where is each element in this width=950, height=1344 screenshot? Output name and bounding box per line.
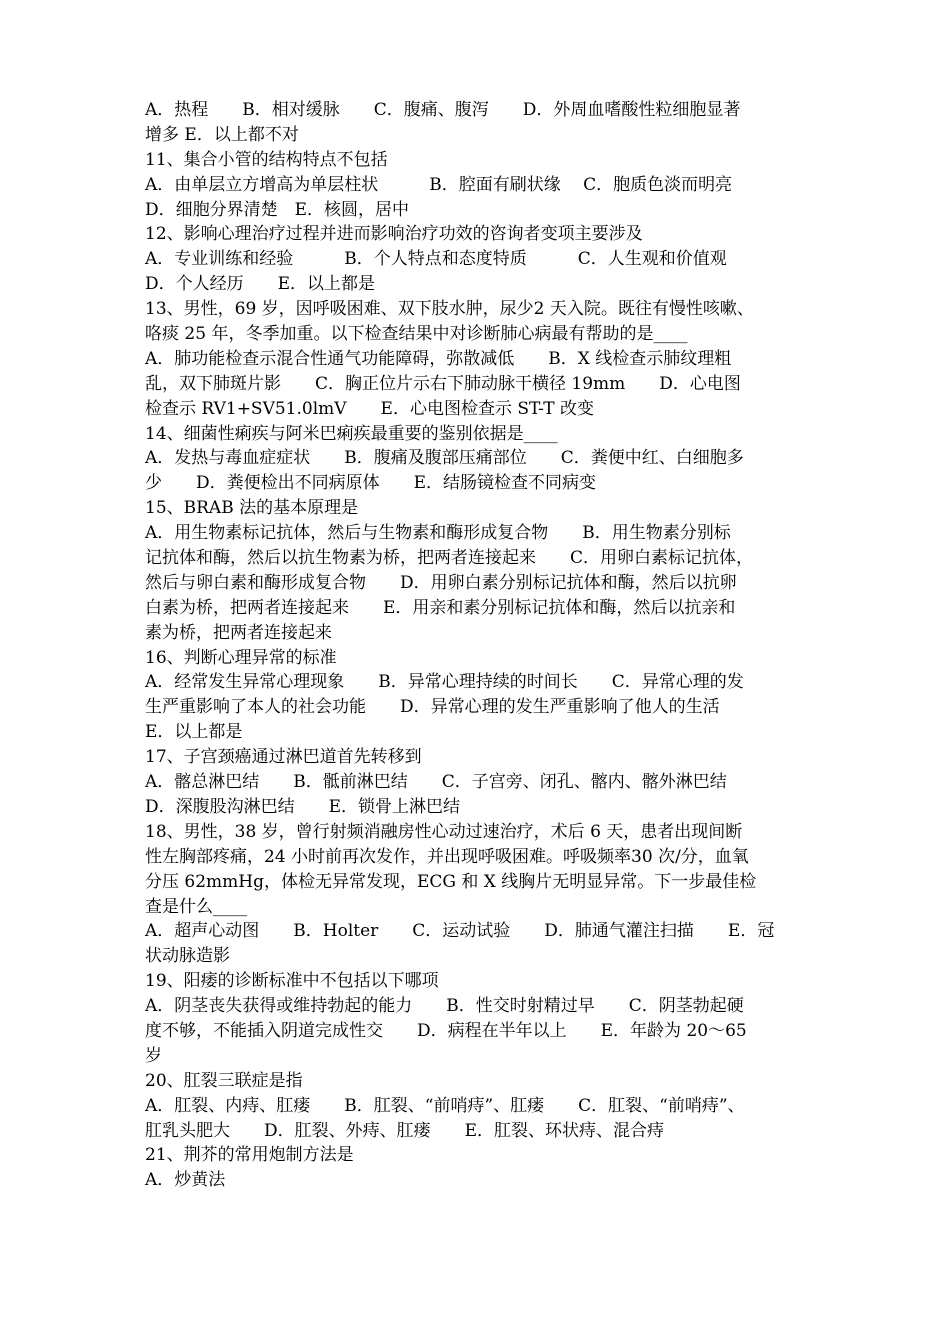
text-line: 素为桥，把两者连接起来: [145, 622, 332, 643]
text-line: A．炒黄法: [145, 1170, 226, 1191]
text-line: 查是什么____: [145, 896, 247, 917]
text-line: 咯痰 25 年，冬季加重。以下检查结果中对诊断肺心病最有帮助的是____: [145, 324, 688, 345]
text-line: 乱，双下肺斑片影 C．胸正位片示右下肺动脉干横径 19mm D．心电图: [145, 373, 741, 394]
text-line: 增多 E．以上都不对: [145, 124, 299, 145]
text-line: 记抗体和酶，然后以抗生物素为桥，把两者连接起来 C．用卵白素标记抗体，: [145, 548, 754, 569]
text-line: D．深腹股沟淋巴结 E．锁骨上淋巴结: [145, 796, 461, 817]
text-line: A．发热与毒血症症状 B．腹痛及腹部压痛部位 C．粪便中红、白细胞多: [145, 448, 744, 469]
text-line: A．经常发生异常心理现象 B．异常心理持续的时间长 C．异常心理的发: [145, 672, 744, 693]
question-title: 14、细菌性痢疾与阿米巴痢疾最重要的鉴别依据是____: [145, 423, 558, 444]
question-title: 17、子宫颈癌通过淋巴道首先转移到: [145, 747, 422, 768]
text-line: A．专业训练和经验 B．个人特点和态度特质 C．人生观和价值观: [145, 249, 727, 270]
question-title: 20、肛裂三联症是指: [145, 1070, 303, 1091]
text-line: 生严重影响了本人的社会功能 D．异常心理的发生严重影响了他人的生活: [145, 697, 720, 718]
text-line: A．髂总淋巴结 B．骶前淋巴结 C．子宫旁、闭孔、髂内、髂外淋巴结: [145, 772, 727, 793]
question-title: 12、影响心理治疗过程并进而影响治疗功效的咨询者变项主要涉及: [145, 224, 643, 245]
question-title: 16、判断心理异常的标准: [145, 647, 337, 668]
text-line: A．肺功能检查示混合性通气功能障碍，弥散减低 B．X 线检查示肺纹理粗: [145, 348, 732, 369]
question-title: 19、阳痿的诊断标准中不包括以下哪项: [145, 971, 439, 992]
text-line: A．肛裂、内痔、肛瘘 B．肛裂、“前哨痔”、肛瘘 C．肛裂、“前哨痔”、: [145, 1095, 745, 1116]
text-line: 分压 62mmHg，体检无异常发现，ECG 和 X 线胸片无明显异常。下一步最佳检: [145, 871, 757, 892]
text-line: E．以上都是: [145, 722, 243, 743]
document-page: [145, 98, 809, 1193]
text-line: 少 D．粪便检出不同病原体 E．结肠镜检查不同病变: [145, 473, 597, 494]
text-line: A．由单层立方增高为单层柱状 B．腔面有刷状缘 C．胞质色淡而明亮: [145, 174, 733, 195]
text-line: A．阴茎丧失获得或维持勃起的能力 B．性交时射精过早 C．阴茎勃起硬: [145, 996, 744, 1017]
text-line: A．超声心动图 B．Holter C．运动试验 D．肺通气灌注扫描 E．冠: [145, 921, 775, 942]
text-line: 白素为桥，把两者连接起来 E．用亲和素分别标记抗体和酶，然后以抗亲和: [145, 597, 736, 618]
text-line: 状动脉造影: [145, 946, 230, 967]
text-line: 性左胸部疼痛，24 小时前再次发作，并出现呼吸困难。呼吸频率30 次/分，血氧: [145, 846, 749, 867]
text-line: 然后与卵白素和酶形成复合物 D．用卵白素分别标记抗体和酶，然后以抗卵: [145, 572, 737, 593]
question-title: 21、荆芥的常用炮制方法是: [145, 1145, 354, 1166]
text-line: 度不够，不能插入阴道完成性交 D．病程在半年以上 E．年龄为 20～65: [145, 1020, 747, 1041]
text-line: D．个人经历 E．以上都是: [145, 274, 376, 295]
text-line: 肛乳头肥大 D．肛裂、外痔、肛瘘 E．肛裂、环状痔、混合痔: [145, 1120, 665, 1141]
text-line: A．热程 B．相对缓脉 C．腹痛、腹泻 D．外周血嗜酸性粒细胞显著: [145, 100, 741, 120]
question-title: 18、男性，38 岁，曾行射频消融房性心动过速治疗，术后 6 天，患者出现间断: [145, 821, 743, 842]
question-title: 15、BRAB 法的基本原理是: [145, 498, 359, 519]
question-title: 11、集合小管的结构特点不包括: [145, 149, 388, 170]
question-title: 13、男性，69 岁，因呼吸困难、双下肢水肿，尿少2 天入院。既往有慢性咳嗽、: [145, 299, 754, 320]
text-line: A．用生物素标记抗体，然后与生物素和酶形成复合物 B．用生物素分别标: [145, 523, 731, 544]
text-line: 检查示 RV1+SV51.0lmV E．心电图检查示 ST-T 改变: [145, 398, 595, 419]
text-line: 岁: [145, 1045, 162, 1066]
text-line: D．细胞分界清楚 E．核圆，居中: [145, 199, 410, 220]
